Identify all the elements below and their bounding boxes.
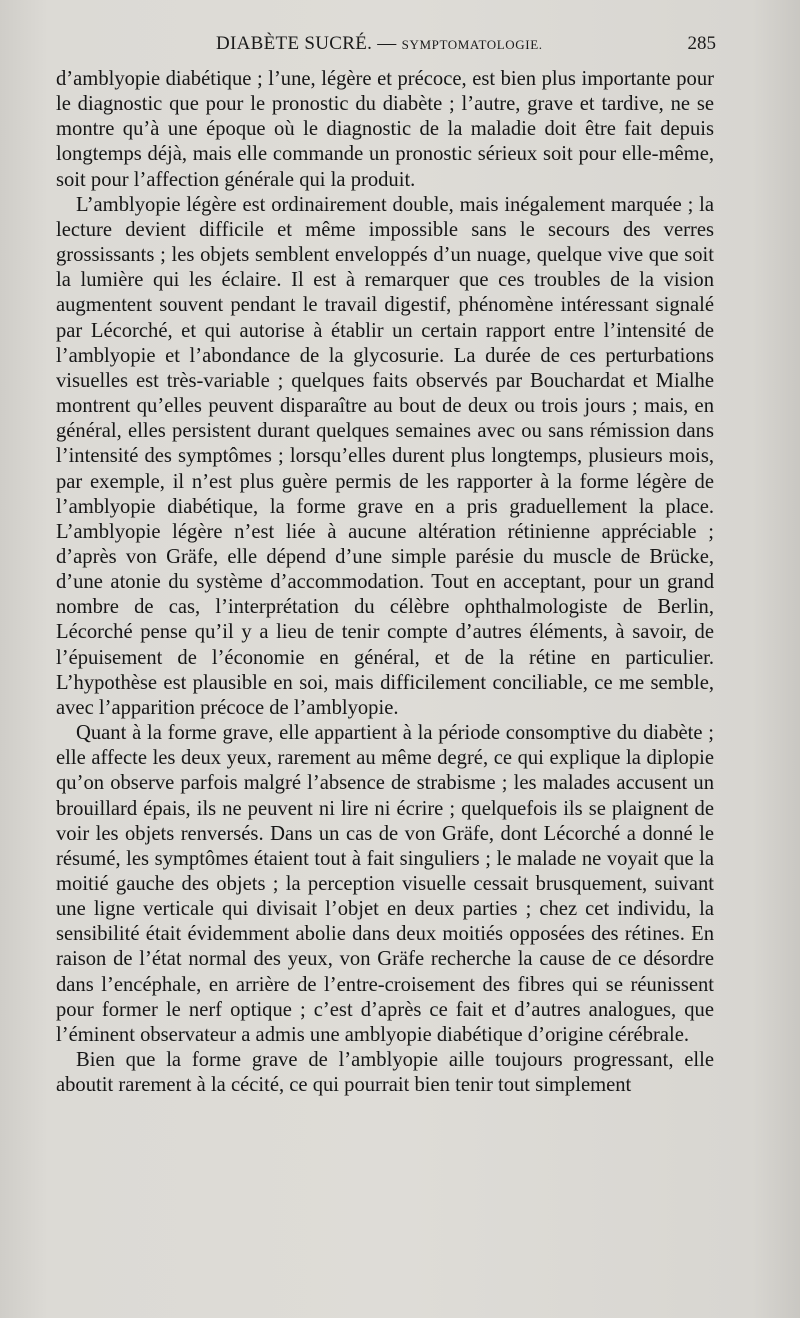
- running-head-title: DIABÈTE SUCRÉ.: [216, 33, 373, 54]
- paragraph-forme-grave: Quant à la forme grave, elle appartient à la période consomptive du diabète ; elle affecte les deux yeux, rarement au même degré, ce qui explique la diplopie qu’on observe parfois malgré l’absence de strabisme ; les malades accusent un brouillard épais, ils ne peuvent ni lire ni écrire ; quelquefois ils se plaignent de voir les objets renversés. Dans un cas de von Gräfe, dont Lécorché a donné le résumé, les symptômes étaient tout à fait singuliers ; le malade ne voyait que la moitié gauche des objets ; la perception visuelle cessait brusquement, suivant une ligne verticale qui divisait l’objet en deux parties ; chez cet individu, la sensibilité était évidemment abolie dans deux moitiés opposées des rétines. En raison de l’état normal des yeux, von Gräfe recherche la cause de ce désordre dans l’encéphale, en arrière de l’entre-croisement des fibres qui se réunissent pour former le nerf optique ; c’est d’après ce fait et d’autres analogues, que l’éminent observateur a admis une amblyopie diabétique d’origine cérébrale.: [56, 722, 714, 1046]
- paragraph-continuation: d’amblyopie diabétique ; l’une, légère et précoce, est bien plus importante pour le diagnostic que pour le pronostic du diabète ; l’autre, grave et tardive, ne se montre qu’à une époque où le diagnostic de la maladie doit être fait depuis longtemps déjà, mais elle commande un pronostic sérieux soit pour elle-même, soit pour l’affection générale qui la produit.: [56, 68, 714, 191]
- paragraph-amblyopie-legere: L’amblyopie légère est ordinairement double, mais inégalement marquée ; la lecture devient difficile et même impossible sans le secours des verres grossissants ; les objets semblent enveloppés d’un nuage, quelque vive que soit la lumière qui les éclaire. Il est à remarquer que ces troubles de la vision augmentent souvent pendant le travail digestif, phénomène intéressant signalé par Lécorché, et qui autorise à établir un certain rapport entre l’intensité de l’amblyopie et l’abondance de la glycosurie. La durée de ces perturbations visuelles est très-variable ; quelques faits observés par Bouchardat et Mialhe montrent qu’elles peuvent disparaître au bout de deux ou trois jours ; mais, en général, elles persistent durant quelques semaines avec ou sans rémission dans l’intensité des symptômes ; lorsqu’elles durent plus longtemps, plusieurs mois, par exemple, il n’est plus guère permis de les rapporter à la forme légère de l’amblyopie diabétique, la forme grave en a pris graduellement la place. L’amblyopie légère n’est liée à aucune altération rétinienne appréciable ; d’après von Gräfe, elle dépend d’une simple parésie du muscle de Brücke, d’une atonie du système d’accommodation. Tout en acceptant, pour un grand nombre de cas, l’interprétation du célèbre ophthalmologiste de Berlin, Lécorché pense qu’il y a lieu de tenir compte d’autres éléments, à savoir, de l’épuisement de l’économie en général, et de la rétine en particulier. L’hypothèse est plausible en soi, mais difficilement conciliable, ce me semble, avec l’apparition précoce de l’amblyopie.: [56, 193, 714, 719]
- running-head-dash: —: [377, 33, 397, 54]
- paragraph-progression: Bien que la forme grave de l’amblyopie aille toujours progressant, elle aboutit rarement à la cécité, ce qui pourrait bien tenir tout simplement: [56, 1049, 714, 1097]
- running-head-title-group: [216, 33, 543, 55]
- page-number: 285: [687, 33, 716, 54]
- body-text: [56, 67, 714, 1098]
- running-head-section: SYMPTOMATOLOGIE.: [401, 37, 543, 52]
- running-head: [56, 33, 716, 57]
